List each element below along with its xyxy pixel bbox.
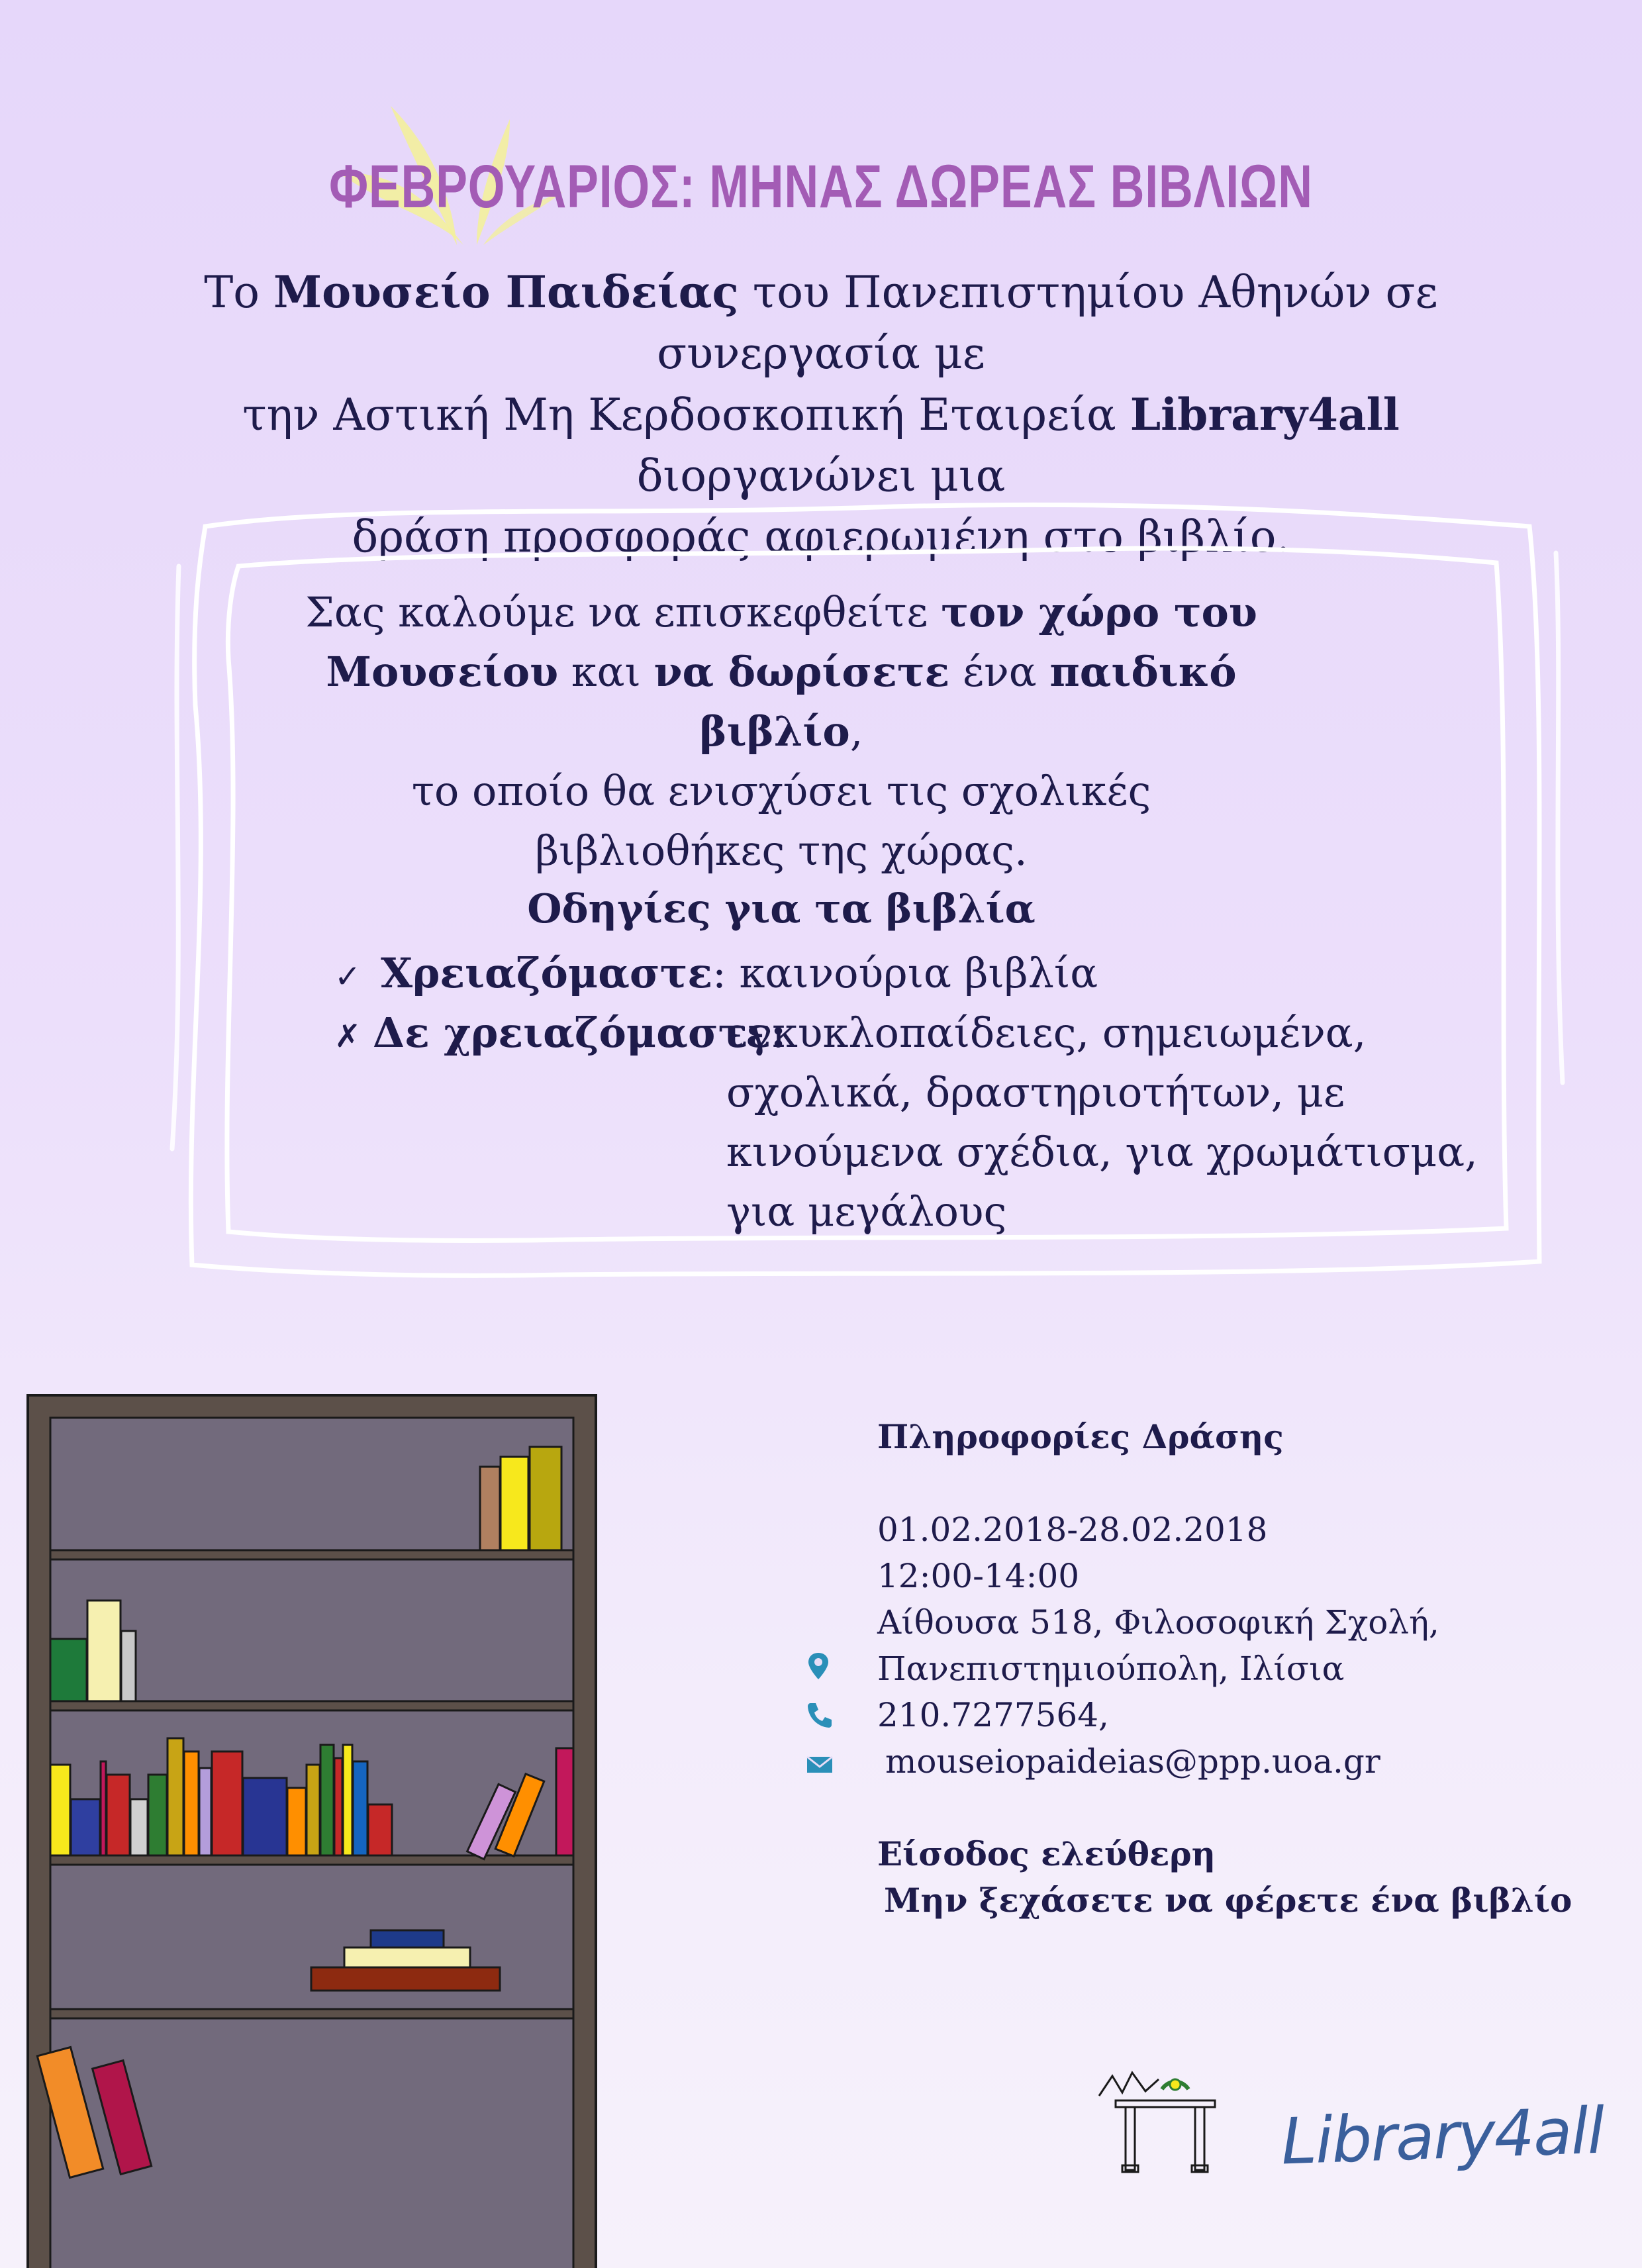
list-item: εγκυκλοπαίδειες, σημειωμένα, [726, 1009, 1367, 1057]
page-title: ΦΕΒΡΟΥΑΡΙΟΣ: ΜΗΝΑΣ ΔΩΡΕΑΣ ΒΙΒΛΙΩΝ [329, 153, 1313, 221]
info-heading: Πληροφορίες Δράσης [877, 1417, 1284, 1456]
not-needed-row [334, 1003, 786, 1066]
needed-row [334, 944, 1098, 1007]
needed-label: Χρειαζόμαστε [381, 949, 713, 997]
contact-email[interactable]: mouseiopaideias@ppp.uoa.gr [885, 1742, 1380, 1781]
event-address-line1: Αίθουσα 518, Φιλοσοφική Σχολή, [877, 1603, 1439, 1642]
event-info [877, 1414, 1572, 1924]
location-pin-icon [802, 1650, 834, 1682]
instructions-title: Οδηγίες για τα βιβλία [527, 886, 1036, 932]
phone-icon [804, 1699, 836, 1731]
museum-logo [1096, 2059, 1225, 2179]
invitation-text: Σας καλούμε να επισκεφθείτε τον χώρο του Μουσείου και να δωρίσετε ένα παιδικό βιβλίο, το οποίο θα ενισχύσει τις σχολικές βιβλιοθήκες της χώρας. [305, 588, 1257, 875]
bookshelf-illustration [26, 1394, 597, 2268]
list-item: για μεγάλους [726, 1187, 1007, 1236]
library4all-logo: Library4all [1280, 2093, 1605, 2179]
event-dates: 01.02.2018-28.02.2018 [877, 1510, 1268, 1549]
museum-name: Μουσείο Παιδείας [273, 266, 739, 318]
event-address-line2: Πανεπιστημιούπολη, Ιλίσια [877, 1650, 1345, 1688]
list-item: σχολικά, δραστηριοτήτων, με [726, 1068, 1345, 1116]
cross-icon: ✗ [334, 1018, 362, 1055]
checkmark-icon: ✓ [334, 958, 362, 995]
event-hours: 12:00-14:00 [877, 1557, 1080, 1595]
reminder-text: Μην ξεχάσετε να φέρετε ένα βιβλίο [884, 1881, 1572, 1920]
list-item: κινούμενα σχέδια, για χρωμάτισμα, [726, 1128, 1478, 1176]
needed-text: : καινούρια βιβλία [712, 949, 1098, 997]
envelope-icon [804, 1748, 836, 1780]
org-name: Library4all [1130, 389, 1400, 440]
entry-info: Είσοδος ελεύθερη [877, 1834, 1216, 1873]
contact-phone[interactable]: 210.7277564, [877, 1696, 1109, 1734]
not-needed-label: Δε χρειαζόμαστε: [373, 1009, 786, 1057]
intro-paragraph: Το Μουσείο Παιδείας του Πανεπιστημίου Αθηνών σε συνεργασία με την Αστική Μη Κερδοσκοπική Εταιρεία Library4all διοργανώνει μια δράση προσφοράς αφιερωμένη στο βιβλίο. [204, 266, 1438, 562]
not-needed-list [726, 1003, 1478, 1242]
